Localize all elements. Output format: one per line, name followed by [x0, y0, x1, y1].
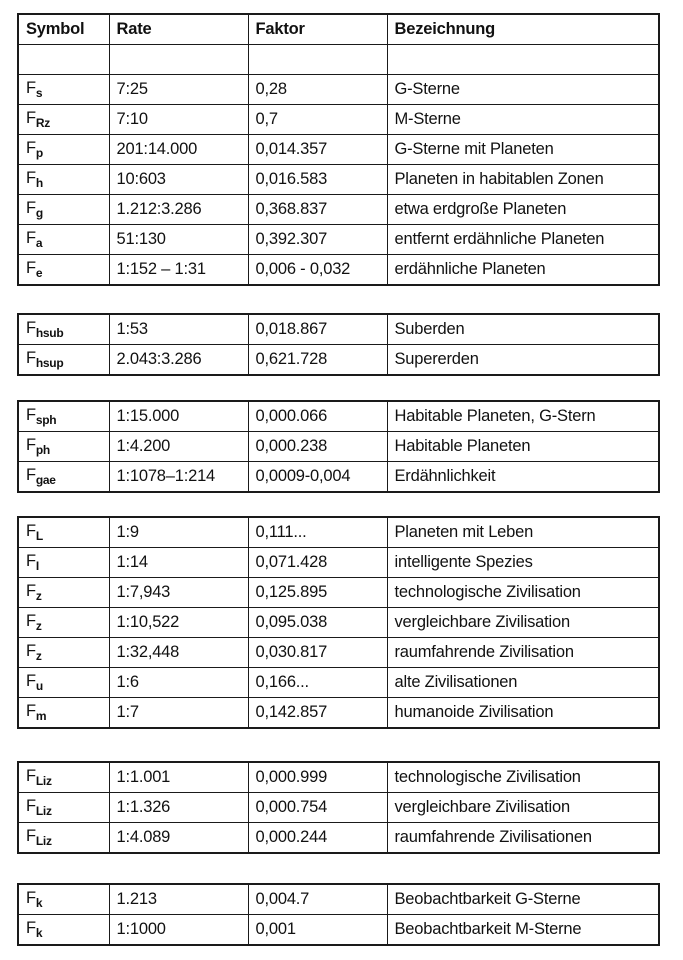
table-row: [18, 135, 659, 165]
bezeichnung-cell: Beobachtbarkeit G-Sterne: [387, 884, 659, 915]
rate-cell: 1:4.089: [109, 823, 248, 854]
bezeichnung-cell: raumfahrende Zivilisation: [387, 638, 659, 668]
bezeichnung-cell: alte Zivilisationen: [387, 668, 659, 698]
symbol-subscript: Rz: [35, 116, 50, 130]
table-row: [18, 314, 659, 345]
faktor-cell: 0,111...: [248, 517, 387, 548]
bezeichnung-cell: Planeten in habitablen Zonen: [387, 165, 659, 195]
table-row: [18, 578, 659, 608]
group-body: [18, 401, 659, 492]
rate-cell: 1.212:3.286: [109, 195, 248, 225]
symbol-subscript: Liz: [35, 804, 52, 818]
factor-table-stars-planets: [17, 13, 660, 286]
symbol-subscript: u: [35, 679, 43, 693]
symbol-main: F: [26, 466, 36, 484]
symbol-cell: [18, 432, 109, 462]
table-row: [18, 345, 659, 376]
rate-cell: 1:1.326: [109, 793, 248, 823]
symbol-cell: [18, 638, 109, 668]
bezeichnung-cell: vergleichbare Zivilisation: [387, 608, 659, 638]
header-bezeichnung: Bezeichnung: [387, 14, 659, 45]
symbol-cell: [18, 255, 109, 286]
faktor-cell: 0,368.837: [248, 195, 387, 225]
rate-cell: 1:1000: [109, 915, 248, 946]
faktor-cell: 0,006 - 0,032: [248, 255, 387, 286]
table-row: [18, 255, 659, 286]
symbol-cell: [18, 314, 109, 345]
bezeichnung-cell: raumfahrende Zivilisationen: [387, 823, 659, 854]
symbol-cell: [18, 823, 109, 854]
rate-cell: 201:14.000: [109, 135, 248, 165]
bezeichnung-cell: Planeten mit Leben: [387, 517, 659, 548]
table-row: [18, 75, 659, 105]
symbol-subscript: z: [35, 589, 42, 603]
table-row: [18, 462, 659, 493]
symbol-subscript: k: [35, 896, 43, 910]
symbol-subscript: hsup: [35, 356, 64, 370]
symbol-subscript: m: [35, 709, 47, 723]
faktor-cell: 0,000.754: [248, 793, 387, 823]
symbol-subscript: s: [35, 86, 43, 100]
faktor-cell: 0,000.244: [248, 823, 387, 854]
header-rate: Rate: [109, 14, 248, 45]
symbol-cell: [18, 401, 109, 432]
symbol-subscript: I: [35, 559, 39, 573]
rate-cell: 7:10: [109, 105, 248, 135]
empty-cell: [387, 45, 659, 75]
table-row: [18, 793, 659, 823]
symbol-subscript: ph: [35, 443, 50, 457]
symbol-subscript: Liz: [35, 834, 52, 848]
rate-cell: 1:7: [109, 698, 248, 729]
faktor-cell: 0,001: [248, 915, 387, 946]
symbol-main: F: [26, 642, 36, 660]
symbol-main: F: [26, 79, 36, 97]
symbol-cell: [18, 793, 109, 823]
table-row: [18, 698, 659, 729]
symbol-main: F: [26, 139, 36, 157]
faktor-cell: 0,28: [248, 75, 387, 105]
factor-table-life-civilisation: [17, 516, 660, 729]
faktor-cell: 0,621.728: [248, 345, 387, 376]
table-row: [18, 225, 659, 255]
rate-cell: 1.213: [109, 884, 248, 915]
group-body: [18, 762, 659, 853]
symbol-subscript: p: [35, 146, 43, 160]
symbol-cell: [18, 225, 109, 255]
empty-cell: [248, 45, 387, 75]
rate-cell: 1:15.000: [109, 401, 248, 432]
table-row: [18, 517, 659, 548]
symbol-main: F: [26, 229, 36, 247]
header-faktor: Faktor: [248, 14, 387, 45]
faktor-cell: 0,030.817: [248, 638, 387, 668]
group-body: [18, 884, 659, 945]
group-body: [18, 517, 659, 728]
table-row: [18, 165, 659, 195]
symbol-cell: [18, 668, 109, 698]
symbol-main: F: [26, 109, 36, 127]
bezeichnung-cell: M-Sterne: [387, 105, 659, 135]
symbol-main: F: [26, 406, 36, 424]
bezeichnung-cell: Habitable Planeten, G-Stern: [387, 401, 659, 432]
rate-cell: 7:25: [109, 75, 248, 105]
symbol-main: F: [26, 767, 36, 785]
symbol-cell: [18, 135, 109, 165]
symbol-cell: [18, 517, 109, 548]
symbol-subscript: Liz: [35, 774, 52, 788]
symbol-subscript: gae: [35, 473, 56, 487]
table-row: [18, 401, 659, 432]
bezeichnung-cell: etwa erdgroße Planeten: [387, 195, 659, 225]
faktor-cell: 0,014.357: [248, 135, 387, 165]
symbol-subscript: z: [35, 649, 42, 663]
empty-cell: [109, 45, 248, 75]
rate-cell: 1:53: [109, 314, 248, 345]
symbol-main: F: [26, 889, 36, 907]
symbol-main: F: [26, 827, 36, 845]
table-row: [18, 638, 659, 668]
symbol-cell: [18, 75, 109, 105]
faktor-cell: 0,142.857: [248, 698, 387, 729]
rate-cell: 1:14: [109, 548, 248, 578]
faktor-cell: 0,392.307: [248, 225, 387, 255]
symbol-main: F: [26, 612, 36, 630]
bezeichnung-cell: Suberden: [387, 314, 659, 345]
symbol-main: F: [26, 582, 36, 600]
symbol-cell: [18, 698, 109, 729]
bezeichnung-cell: intelligente Spezies: [387, 548, 659, 578]
symbol-subscript: sph: [35, 413, 57, 427]
rate-cell: 1:10,522: [109, 608, 248, 638]
symbol-main: F: [26, 436, 36, 454]
faktor-cell: 0,166...: [248, 668, 387, 698]
symbol-main: F: [26, 672, 36, 690]
table-row: [18, 668, 659, 698]
rate-cell: 1:152 – 1:31: [109, 255, 248, 286]
header-symbol: Symbol: [18, 14, 109, 45]
symbol-main: F: [26, 319, 36, 337]
factor-table-observability: [17, 883, 660, 946]
symbol-main: F: [26, 522, 36, 540]
symbol-cell: [18, 884, 109, 915]
faktor-cell: 0,095.038: [248, 608, 387, 638]
rate-cell: 2.043:3.286: [109, 345, 248, 376]
rate-cell: 1:1.001: [109, 762, 248, 793]
symbol-cell: [18, 578, 109, 608]
rate-cell: 1:7,943: [109, 578, 248, 608]
factor-table-liz: [17, 761, 660, 854]
faktor-cell: 0,071.428: [248, 548, 387, 578]
empty-cell: [18, 45, 109, 75]
symbol-main: F: [26, 919, 36, 937]
faktor-cell: 0,004.7: [248, 884, 387, 915]
symbol-cell: [18, 105, 109, 135]
header-row: [18, 14, 659, 45]
rate-cell: 1:32,448: [109, 638, 248, 668]
symbol-cell: [18, 608, 109, 638]
symbol-cell: [18, 762, 109, 793]
rate-cell: 10:603: [109, 165, 248, 195]
table-row: [18, 548, 659, 578]
faktor-cell: 0,125.895: [248, 578, 387, 608]
table-row: [18, 432, 659, 462]
bezeichnung-cell: Beobachtbarkeit M-Sterne: [387, 915, 659, 946]
symbol-cell: [18, 462, 109, 493]
bezeichnung-cell: vergleichbare Zivilisation: [387, 793, 659, 823]
group-body: [18, 75, 659, 286]
symbol-cell: [18, 165, 109, 195]
rate-cell: 1:1078–1:214: [109, 462, 248, 493]
bezeichnung-cell: technologische Zivilisation: [387, 762, 659, 793]
faktor-cell: 0,000.238: [248, 432, 387, 462]
bezeichnung-cell: G-Sterne mit Planeten: [387, 135, 659, 165]
table-row: [18, 608, 659, 638]
symbol-cell: [18, 915, 109, 946]
symbol-subscript: hsub: [35, 326, 64, 340]
group-body: [18, 314, 659, 375]
table-row: [18, 195, 659, 225]
bezeichnung-cell: Habitable Planeten: [387, 432, 659, 462]
bezeichnung-cell: erdähnliche Planeten: [387, 255, 659, 286]
bezeichnung-cell: Supererden: [387, 345, 659, 376]
bezeichnung-cell: Erdähnlichkeit: [387, 462, 659, 493]
bezeichnung-cell: G-Sterne: [387, 75, 659, 105]
symbol-main: F: [26, 169, 36, 187]
symbol-subscript: e: [35, 266, 43, 280]
symbol-subscript: a: [35, 236, 43, 250]
faktor-cell: 0,0009-0,004: [248, 462, 387, 493]
factor-table-habitable: [17, 400, 660, 493]
symbol-subscript: g: [35, 206, 43, 220]
symbol-main: F: [26, 349, 36, 367]
bezeichnung-cell: technologische Zivilisation: [387, 578, 659, 608]
faktor-cell: 0,018.867: [248, 314, 387, 345]
symbol-subscript: z: [35, 619, 42, 633]
symbol-main: F: [26, 199, 36, 217]
faktor-cell: 0,016.583: [248, 165, 387, 195]
symbol-cell: [18, 548, 109, 578]
faktor-cell: 0,000.066: [248, 401, 387, 432]
symbol-cell: [18, 195, 109, 225]
factor-table-earth-sizes: [17, 313, 660, 376]
symbol-main: F: [26, 797, 36, 815]
table-row: [18, 884, 659, 915]
rate-cell: 51:130: [109, 225, 248, 255]
faktor-cell: 0,7: [248, 105, 387, 135]
empty-row: [18, 45, 659, 75]
symbol-cell: [18, 345, 109, 376]
bezeichnung-cell: humanoide Zivilisation: [387, 698, 659, 729]
faktor-cell: 0,000.999: [248, 762, 387, 793]
table-row: [18, 823, 659, 854]
symbol-main: F: [26, 259, 36, 277]
table-row: [18, 915, 659, 946]
table-row: [18, 105, 659, 135]
symbol-subscript: k: [35, 926, 43, 940]
symbol-main: F: [26, 552, 36, 570]
bezeichnung-cell: entfernt erdähnliche Planeten: [387, 225, 659, 255]
rate-cell: 1:9: [109, 517, 248, 548]
symbol-subscript: L: [35, 529, 43, 543]
symbol-main: F: [26, 702, 36, 720]
symbol-subscript: h: [35, 176, 43, 190]
rate-cell: 1:4.200: [109, 432, 248, 462]
rate-cell: 1:6: [109, 668, 248, 698]
table-row: [18, 762, 659, 793]
